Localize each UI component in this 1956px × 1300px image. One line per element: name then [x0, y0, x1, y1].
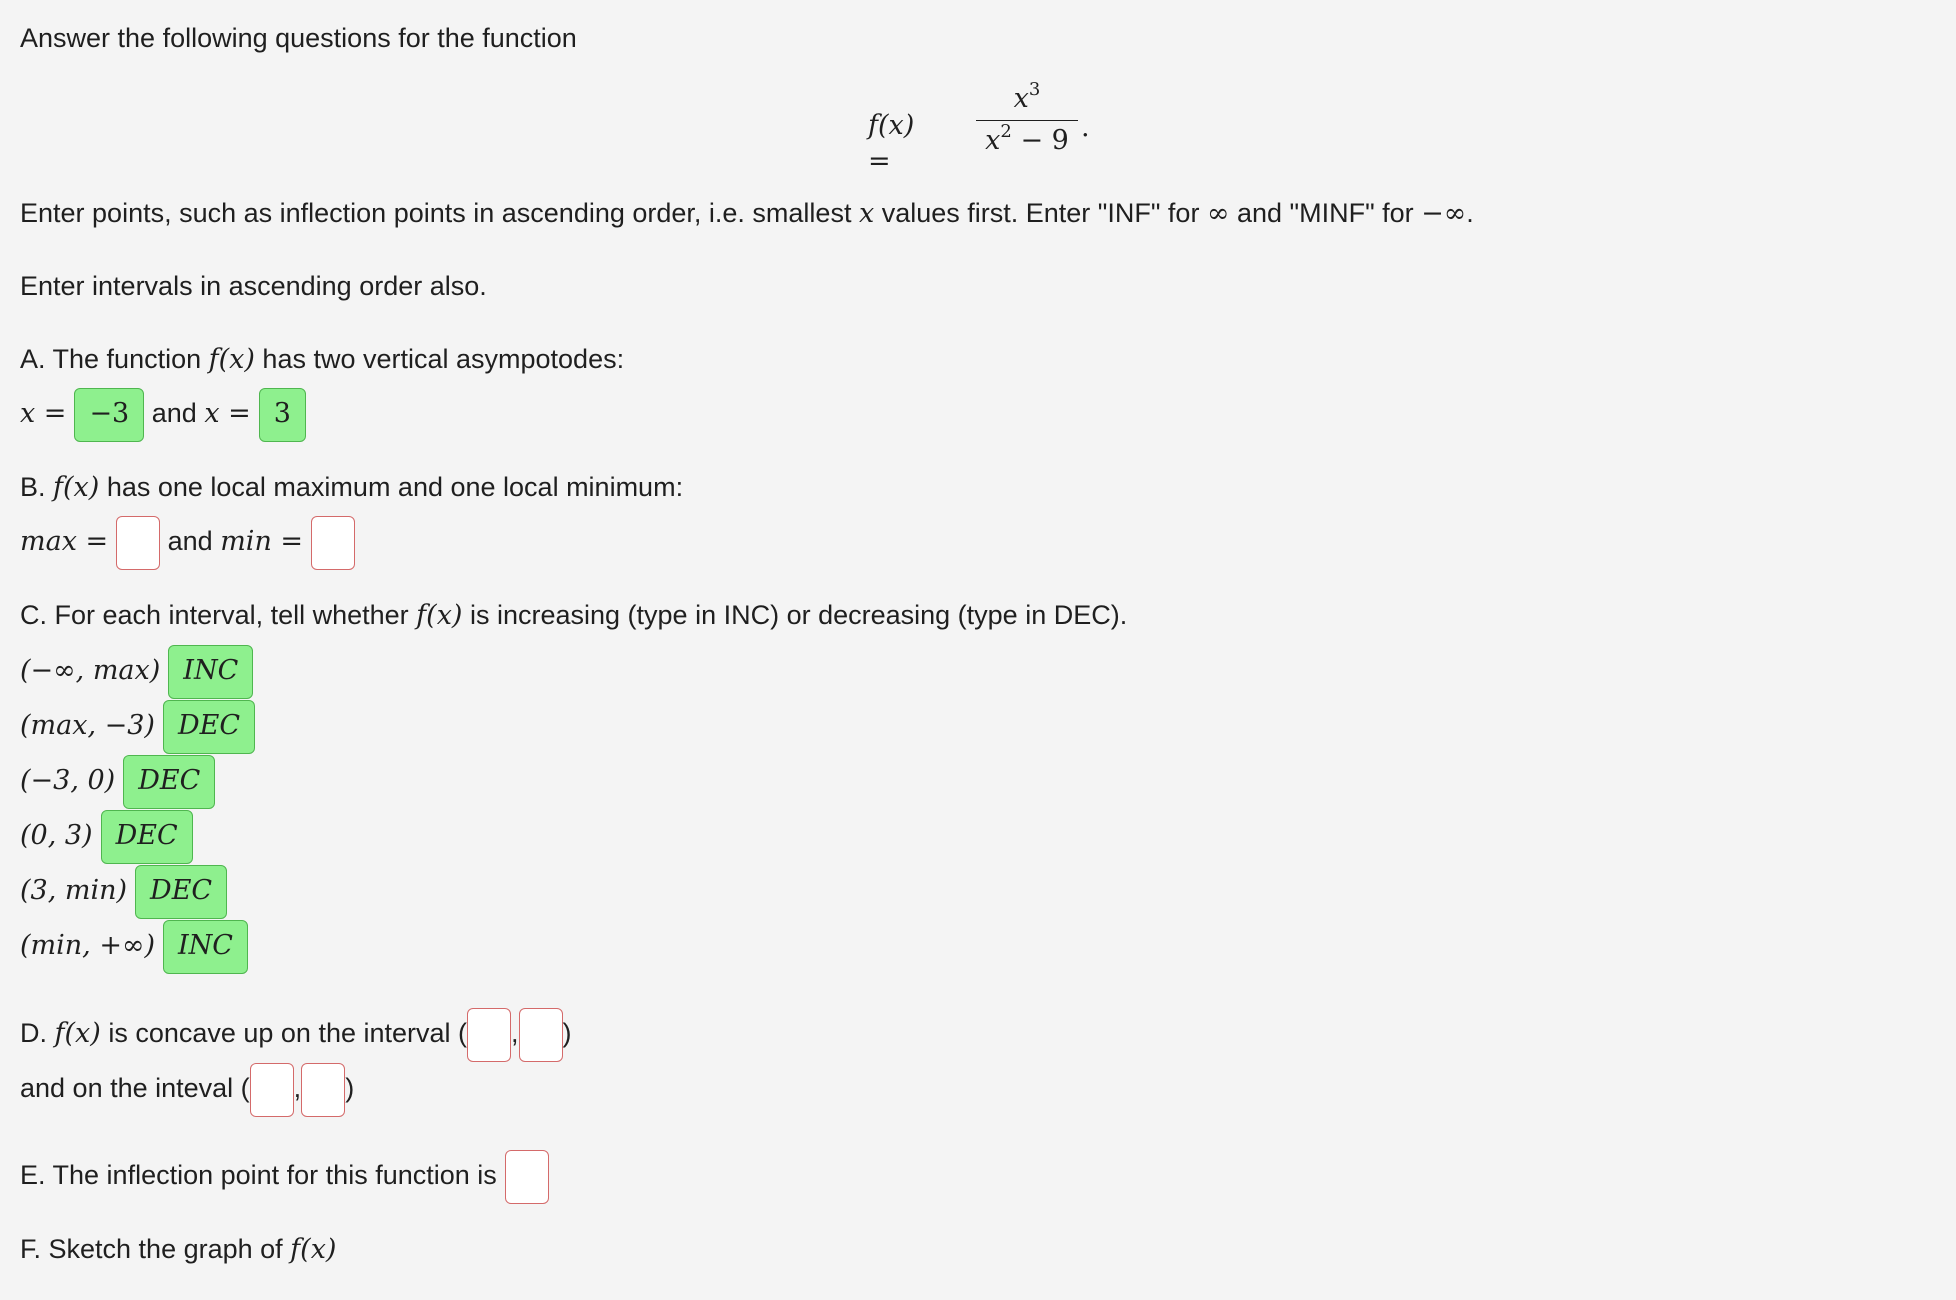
- interval-answer-input[interactable]: DEC: [163, 700, 255, 754]
- asymptote2-input[interactable]: 3: [259, 388, 306, 442]
- interval-answer-input[interactable]: INC: [163, 920, 248, 974]
- interval-row: (−∞, max) INC: [20, 645, 253, 699]
- partF-question: F. Sketch the graph of f(x): [20, 1234, 337, 1265]
- intro-text: Answer the following questions for the function: [20, 23, 577, 53]
- interval-answer-input[interactable]: DEC: [123, 755, 215, 809]
- interval-answer-input[interactable]: DEC: [101, 810, 193, 864]
- partA-answers: x = −3 and x = 3: [20, 388, 306, 442]
- formula-numerator: $x^3$: [1013, 79, 1041, 114]
- instructions-intervals: Enter intervals in ascending order also.: [20, 271, 487, 301]
- interval-row: (0, 3) DEC: [20, 810, 193, 864]
- formula-period: .: [1081, 112, 1090, 143]
- partD-line2: and on the inteval ( , ): [20, 1063, 354, 1117]
- concave-up-interval2-right-input[interactable]: [301, 1063, 345, 1117]
- formula-lhs: f(x) =: [868, 110, 915, 177]
- partA-question: A. The function f(x) has two vertical asympotodes:: [20, 344, 625, 375]
- interval-answer-input[interactable]: DEC: [135, 865, 227, 919]
- partC-question: C. For each interval, tell whether f(x) is increasing (type in INC) or decreasing (type in DEC).: [20, 600, 1128, 631]
- interval-answer-input[interactable]: INC: [168, 645, 253, 699]
- interval-row: (−3, 0) DEC: [20, 755, 215, 809]
- concave-up-interval1-right-input[interactable]: [519, 1008, 563, 1062]
- concave-up-interval1-left-input[interactable]: [467, 1008, 511, 1062]
- local-min-input[interactable]: [311, 516, 355, 570]
- partB-answers: max = and min =: [20, 516, 355, 570]
- local-max-input[interactable]: [116, 516, 160, 570]
- concave-up-interval2-left-input[interactable]: [250, 1063, 294, 1117]
- inflection-point-input[interactable]: [505, 1150, 549, 1204]
- partB-question: B. f(x) has one local maximum and one local minimum:: [20, 472, 684, 503]
- formula-denominator: $x^2 - 9$: [985, 121, 1069, 156]
- instructions-points: Enter points, such as inflection points in ascending order, i.e. smallest x values first. Enter "INF" for ∞ and "MINF" for −∞.: [20, 198, 1474, 229]
- partE-question: E. The inflection point for this function is: [20, 1150, 549, 1204]
- formula-fraction: [976, 78, 1078, 161]
- partD-line1: D. f(x) is concave up on the interval ( , ): [20, 1008, 572, 1062]
- interval-row: (min, +∞) INC: [20, 920, 248, 974]
- interval-row: (3, min) DEC: [20, 865, 227, 919]
- asymptote1-input[interactable]: −3: [74, 388, 144, 442]
- interval-row: (max, −3) DEC: [20, 700, 255, 754]
